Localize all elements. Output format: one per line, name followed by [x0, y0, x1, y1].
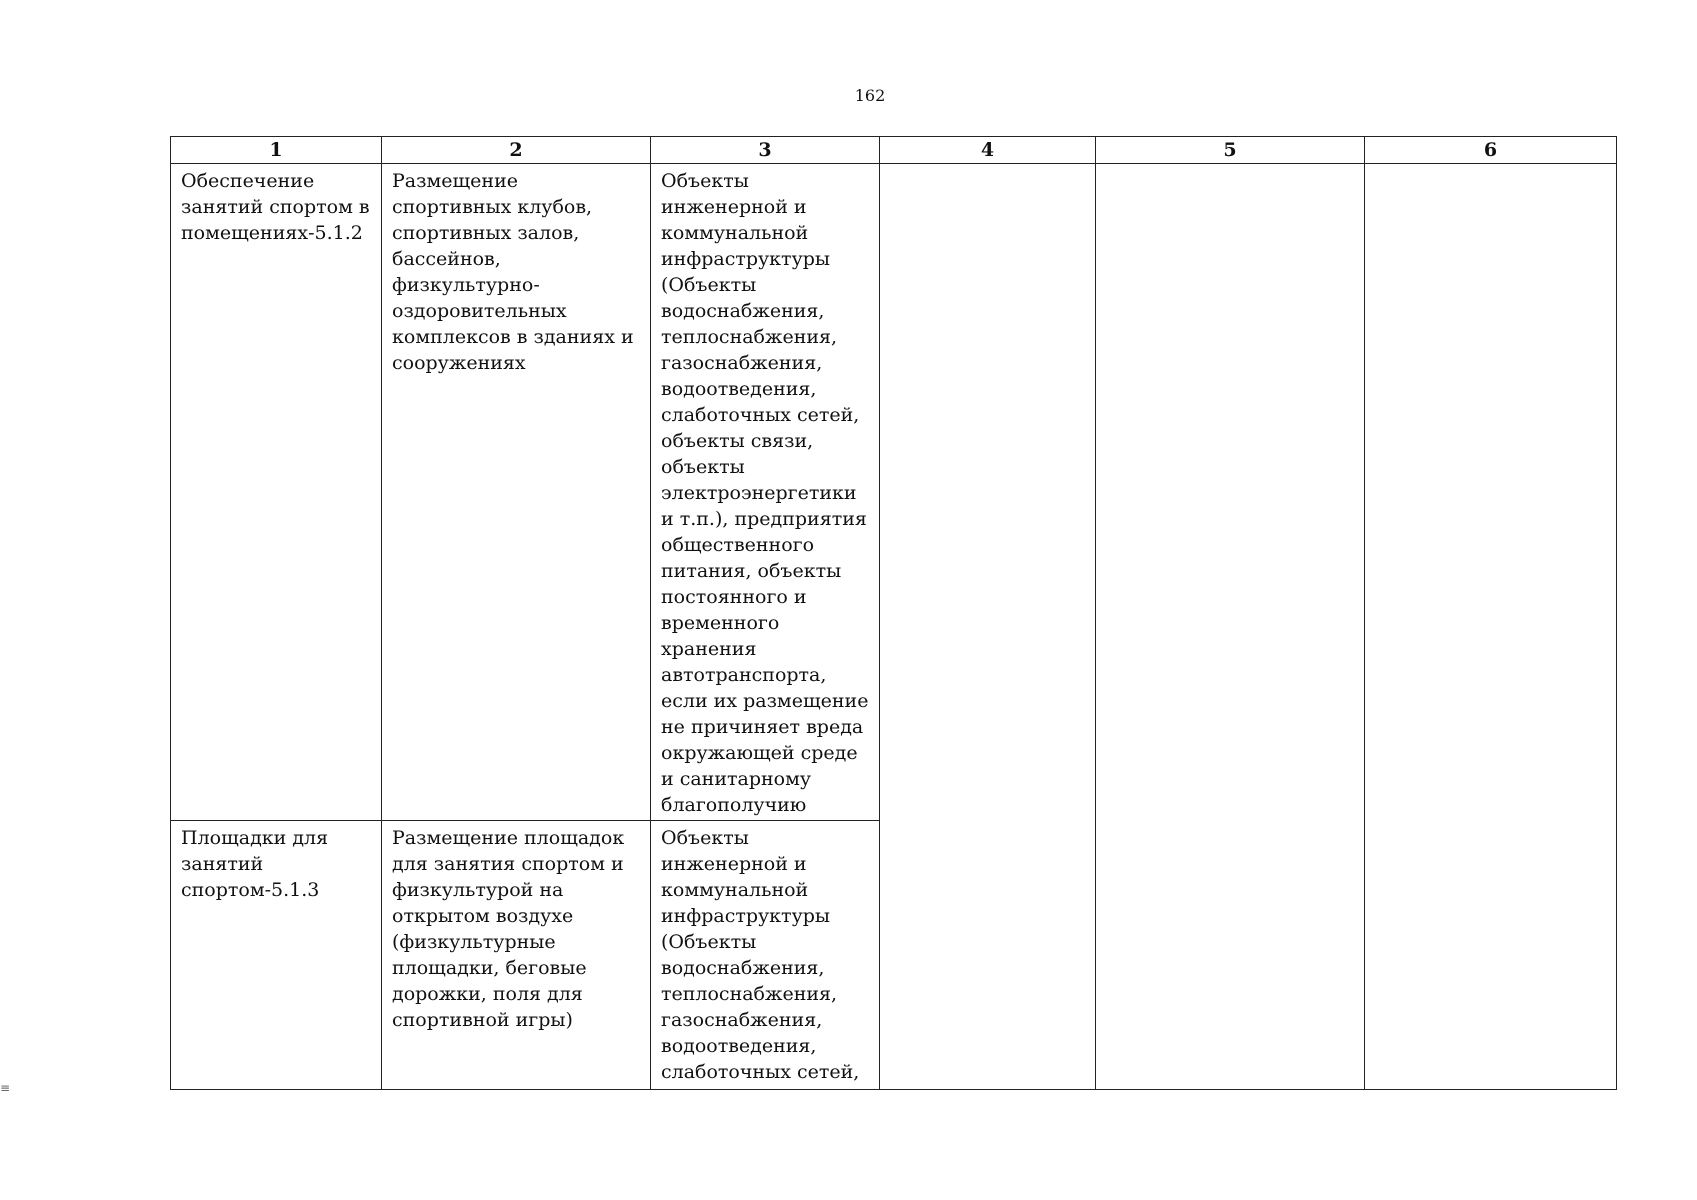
cell-col-6-empty [1365, 164, 1617, 1090]
header-col-5: 5 [1096, 137, 1365, 164]
page-number: 162 [854, 86, 886, 105]
table-row [171, 164, 1617, 821]
header-col-1: 1 [171, 137, 382, 164]
cell-col-4-empty [880, 164, 1096, 1090]
cell-description: Размещение спортивных клубов, спортивных залов, бассейнов, физкультурно-оздоровительных комплексов в зданиях и сооружениях [382, 164, 651, 821]
scan-edge-mark: ≡ [0, 1081, 11, 1095]
cell-land-use-type: Площадки для занятий спортом-5.1.3 [171, 821, 382, 1090]
regulation-table [170, 136, 1617, 1090]
header-col-3: 3 [651, 137, 880, 164]
table-header-row [171, 137, 1617, 164]
cell-land-use-type: Обеспечение занятий спортом в помещениях-5.1.2 [171, 164, 382, 821]
cell-col-5-empty [1096, 164, 1365, 1090]
cell-auxiliary-uses: Объекты инженерной и коммунальной инфраструктуры (Объекты водоснабжения, теплоснабжения, газоснабжения, водоотведения, слаботочных сетей, объекты связи, объекты электроэнергетики и т.п.), предприятия общественного питания, объекты постоянного и временного хранения автотранспорта, если их размещение не причиняет вреда окружающей среде и санитарному благополучию [651, 164, 880, 821]
header-col-2: 2 [382, 137, 651, 164]
cell-description: Размещение площадок для занятия спортом и физкультурой на открытом воздухе (физкультурные площадки, беговые дорожки, поля для спортивной игры) [382, 821, 651, 1090]
header-col-4: 4 [880, 137, 1096, 164]
cell-auxiliary-uses: Объекты инженерной и коммунальной инфраструктуры (Объекты водоснабжения, теплоснабжения, газоснабжения, водоотведения, слаботочных сетей, [651, 821, 880, 1090]
header-col-6: 6 [1365, 137, 1617, 164]
